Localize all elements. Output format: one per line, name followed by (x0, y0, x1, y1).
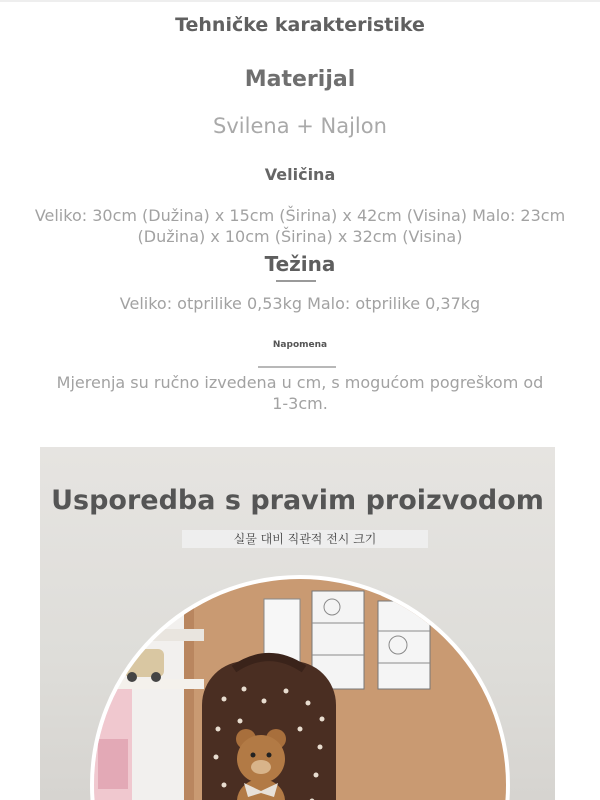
note-heading: Napomena (272, 340, 328, 350)
weight-underline (276, 280, 316, 282)
backpack-photo-illustration (94, 579, 506, 800)
material-heading: Materijal (244, 67, 356, 92)
size-value: Veliko: 30cm (Dužina) x 15cm (Širina) x 42cm (Visina) Malo: 23cm (Dužina) x 10cm (Širina) x 32cm (Visina) (34, 206, 566, 246)
top-divider (0, 0, 600, 2)
product-comparison-photo (40, 447, 555, 800)
note-underline (258, 366, 336, 368)
photo-title: Usporedba s pravim proizvodom (51, 485, 544, 516)
page-title: Tehničke karakteristike (175, 14, 425, 36)
size-heading: Veličina (264, 165, 336, 184)
product-photo-circle (90, 575, 510, 800)
photo-subtitle: 실물 대비 직관적 전시 크기 (182, 530, 428, 548)
material-value: Svilena + Najlon (213, 114, 387, 138)
note-value: Mjerenja su ručno izvedena u cm, s mogućom pogreškom od 1-3cm. (56, 373, 544, 413)
weight-value: Veliko: otprilike 0,53kg Malo: otprilike 0,37kg (119, 294, 481, 313)
weight-heading: Težina (264, 252, 336, 276)
